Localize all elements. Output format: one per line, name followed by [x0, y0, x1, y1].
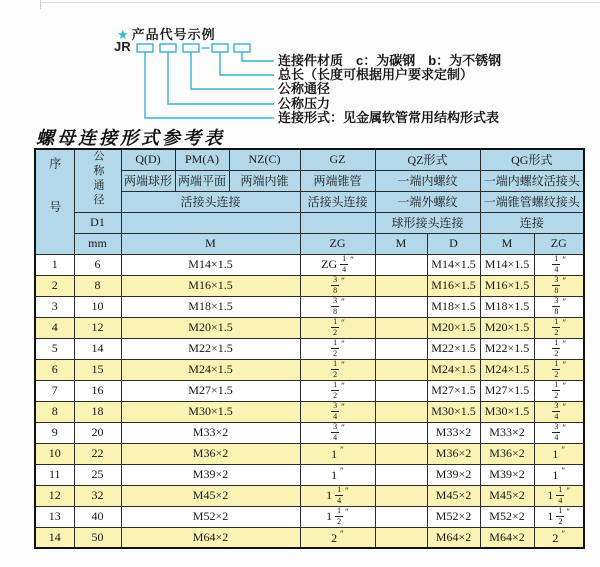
header-m-label: M: [121, 233, 300, 254]
cell-qz-m: [375, 464, 427, 485]
header-gz-connection: 活接头连接: [300, 191, 375, 212]
cell-zg-size: ZG $\frac{1}{4}$ ″: [300, 254, 375, 275]
table-row: [35, 317, 584, 338]
cell-qg-zg: 1 $\frac{1}{4}$ ″: [534, 485, 584, 506]
cell-zg-size: 1 $\frac{1}{2}$ ″: [300, 506, 375, 527]
cell-dn: 15: [74, 359, 121, 380]
cell-m-thread: M45×2: [121, 485, 300, 506]
cell-dn: 22: [74, 443, 121, 464]
cell-qg-zg: $\frac{1}{2}$ ″: [534, 317, 584, 338]
cell-qz-m: [375, 485, 427, 506]
cell-qg-m: M45×2: [480, 485, 534, 506]
cell-qz-m: [375, 317, 427, 338]
cell-serial: 6: [35, 359, 74, 380]
cell-zg-size: $\frac{1}{2}$ ″: [300, 338, 375, 359]
cell-dn: 6: [74, 254, 121, 275]
cell-m-thread: M33×2: [121, 422, 300, 443]
cell-qz-m: [375, 254, 427, 275]
cell-dn: 20: [74, 422, 121, 443]
cell-zg-size: 1 $\frac{1}{4}$ ″: [300, 485, 375, 506]
cell-qz-d: M27×1.5: [427, 380, 480, 401]
table-row: [35, 464, 584, 485]
code-box-5: [234, 44, 250, 52]
cell-dn: 25: [74, 464, 121, 485]
cell-zg-size: $\frac{1}{2}$ ″: [300, 380, 375, 401]
table-title: 螺母连接形式参考表: [36, 128, 225, 148]
header-col-qz: QZ形式: [375, 149, 480, 170]
code-box-3: [183, 44, 199, 52]
cell-dn: 32: [74, 485, 121, 506]
cell-serial: 2: [35, 275, 74, 296]
cell-dn: 8: [74, 275, 121, 296]
cell-zg-size: 1 ″: [300, 443, 375, 464]
header-empty-mid: [121, 212, 300, 233]
header-qz-desc2: 一端外螺纹: [375, 191, 480, 212]
cell-qg-zg: $\frac{3}{8}$ ″: [534, 296, 584, 317]
code-box-1: [137, 44, 153, 52]
cell-qz-m: [375, 527, 427, 548]
table-row: [35, 296, 584, 317]
cell-qg-m: M64×2: [480, 527, 534, 548]
cell-qg-m: M39×2: [480, 464, 534, 485]
cell-qg-zg: 1 ″: [534, 464, 584, 485]
header-qg-m-label: M: [480, 233, 534, 254]
header-col-q: Q(D): [121, 149, 175, 170]
header-col-gz: GZ: [300, 149, 375, 170]
table-row: [35, 359, 584, 380]
table-row: [35, 527, 584, 548]
cell-zg-size: 1 ″: [300, 464, 375, 485]
cell-qg-zg: $\frac{1}{2}$ ″: [534, 359, 584, 380]
cell-qz-m: [375, 359, 427, 380]
header-nominal-diameter: 公称通径: [74, 149, 121, 212]
cell-qz-d: M33×2: [427, 422, 480, 443]
table-body: [35, 254, 584, 548]
cell-qz-d: M39×2: [427, 464, 480, 485]
cell-qg-m: M18×1.5: [480, 296, 534, 317]
cell-qz-m: [375, 506, 427, 527]
cell-serial: 9: [35, 422, 74, 443]
header-empty-gz: [300, 212, 375, 233]
cell-zg-size: $\frac{1}{2}$ ″: [300, 317, 375, 338]
cell-qz-m: [375, 275, 427, 296]
table-row: [35, 401, 584, 422]
table-row: [35, 485, 584, 506]
cell-qz-d: M16×1.5: [427, 275, 480, 296]
cell-m-thread: M14×1.5: [121, 254, 300, 275]
nut-connection-table: [34, 148, 585, 549]
cell-m-thread: M39×2: [121, 464, 300, 485]
cell-qz-d: M52×2: [427, 506, 480, 527]
cell-qg-zg: 2 ″: [534, 527, 584, 548]
label-nominal-pressure: 公称压力: [278, 96, 331, 111]
header-d1: D1: [74, 212, 121, 233]
cell-m-thread: M16×1.5: [121, 275, 300, 296]
cell-zg-size: $\frac{3}{8}$ ″: [300, 275, 375, 296]
cell-qz-d: M64×2: [427, 527, 480, 548]
cell-qg-m: M20×1.5: [480, 317, 534, 338]
header-qg-zg-label: ZG: [534, 233, 584, 254]
leader-line-pressure: [168, 52, 274, 104]
cell-qz-d: M22×1.5: [427, 338, 480, 359]
header-qg-connection: 连接: [480, 212, 584, 233]
header-pm-desc: 两端平面: [175, 170, 229, 191]
cell-qz-m: [375, 380, 427, 401]
cell-qz-d: M24×1.5: [427, 359, 480, 380]
cell-qz-d: M18×1.5: [427, 296, 480, 317]
cell-dn: 18: [74, 401, 121, 422]
cell-qg-m: M14×1.5: [480, 254, 534, 275]
header-qz-m-label: M: [375, 233, 427, 254]
leader-line-material: [242, 52, 274, 61]
cell-dn: 12: [74, 317, 121, 338]
cell-qz-d: M45×2: [427, 485, 480, 506]
table-row: [35, 506, 584, 527]
cell-serial: 10: [35, 443, 74, 464]
table-row: [35, 422, 584, 443]
cell-qz-m: [375, 401, 427, 422]
table-row: [35, 275, 584, 296]
cell-dn: 40: [74, 506, 121, 527]
leader-line-diameter: [191, 52, 274, 89]
table-row: [35, 380, 584, 401]
header-col-qg: QG形式: [480, 149, 584, 170]
cell-serial: 11: [35, 464, 74, 485]
cell-m-thread: M64×2: [121, 527, 300, 548]
header-col-pm: PM(A): [175, 149, 229, 170]
header-qz-desc1: 一端内螺纹: [375, 170, 480, 191]
cell-serial: 4: [35, 317, 74, 338]
cell-qg-zg: $\frac{1}{4}$ ″: [534, 254, 584, 275]
cell-qg-m: M30×1.5: [480, 401, 534, 422]
cell-serial: 5: [35, 338, 74, 359]
header-serial: 序号: [35, 149, 74, 254]
cell-qz-d: M36×2: [427, 443, 480, 464]
header-qz-connection: 球形接头连接: [375, 212, 480, 233]
cell-zg-size: $\frac{3}{4}$ ″: [300, 422, 375, 443]
header-qg-desc2: 一端锥管螺纹接头: [480, 191, 584, 212]
cell-m-thread: M30×1.5: [121, 401, 300, 422]
code-box-4: [212, 44, 228, 52]
cell-serial: 3: [35, 296, 74, 317]
table-row: [35, 254, 584, 275]
cell-qz-m: [375, 443, 427, 464]
cell-qz-d: M20×1.5: [427, 317, 480, 338]
label-total-length: 总长（长度可根据用户要求定制）: [278, 67, 474, 82]
cell-m-thread: M36×2: [121, 443, 300, 464]
cell-qz-m: [375, 338, 427, 359]
header-col-nz: NZ(C): [229, 149, 300, 170]
cell-qg-zg: $\frac{1}{2}$ ″: [534, 380, 584, 401]
cell-qz-d: M14×1.5: [427, 254, 480, 275]
cell-m-thread: M18×1.5: [121, 296, 300, 317]
cell-qz-m: [375, 422, 427, 443]
cell-zg-size: $\frac{3}{8}$ ″: [300, 296, 375, 317]
label-material: 连接件材质 c：为碳钢 b：为不锈钢: [278, 53, 502, 68]
header-zg-label: ZG: [300, 233, 375, 254]
table-row: [35, 443, 584, 464]
cell-serial: 12: [35, 485, 74, 506]
cell-dn: 50: [74, 527, 121, 548]
cell-qg-zg: $\frac{1}{2}$ ″: [534, 338, 584, 359]
cell-qg-m: M27×1.5: [480, 380, 534, 401]
star-icon: ★: [117, 27, 130, 42]
cell-qg-zg: 1 ″: [534, 443, 584, 464]
label-connection-form: 连接形式：见金属软管常用结构形式表: [278, 110, 500, 125]
header-nz-desc: 两端内锥: [229, 170, 300, 191]
cell-qg-m: M22×1.5: [480, 338, 534, 359]
cell-serial: 1: [35, 254, 74, 275]
cell-dn: 16: [74, 380, 121, 401]
product-code-prefix: JR: [114, 39, 131, 54]
header-qz-d-label: D: [427, 233, 480, 254]
cell-zg-size: $\frac{3}{4}$ ″: [300, 401, 375, 422]
cell-zg-size: $\frac{1}{2}$ ″: [300, 359, 375, 380]
cell-m-thread: M27×1.5: [121, 380, 300, 401]
cell-m-thread: M24×1.5: [121, 359, 300, 380]
cell-serial: 7: [35, 380, 74, 401]
label-nominal-diameter: 公称通径: [278, 81, 331, 96]
cell-qg-zg: $\frac{3}{4}$ ″: [534, 401, 584, 422]
cell-dn: 10: [74, 296, 121, 317]
cell-qz-m: [375, 296, 427, 317]
cell-qz-d: M30×1.5: [427, 401, 480, 422]
cell-m-thread: M52×2: [121, 506, 300, 527]
cell-dn: 14: [74, 338, 121, 359]
cell-qg-m: M16×1.5: [480, 275, 534, 296]
cell-serial: 14: [35, 527, 74, 548]
header-q-desc: 两端球形: [121, 170, 175, 191]
cell-zg-size: 2 ″: [300, 527, 375, 548]
cell-qg-zg: 1 $\frac{1}{2}$ ″: [534, 506, 584, 527]
cell-serial: 8: [35, 401, 74, 422]
product-code-heading-text: 产品代号示例: [131, 27, 216, 42]
leader-line-form: [145, 52, 274, 118]
header-qg-desc1: 一端内螺纹活接头: [480, 170, 584, 191]
table-header: [35, 149, 584, 254]
cell-m-thread: M22×1.5: [121, 338, 300, 359]
cell-serial: 13: [35, 506, 74, 527]
header-union-connection: 活接头连接: [121, 191, 300, 212]
cell-qg-zg: $\frac{3}{4}$ ″: [534, 422, 584, 443]
cell-qg-m: M36×2: [480, 443, 534, 464]
cell-qg-zg: $\frac{3}{8}$ ″: [534, 275, 584, 296]
cell-m-thread: M20×1.5: [121, 317, 300, 338]
cell-qg-m: M24×1.5: [480, 359, 534, 380]
cell-qg-m: M52×2: [480, 506, 534, 527]
header-unit-mm: mm: [74, 233, 121, 254]
leader-line-length: [220, 52, 274, 75]
code-box-2: [160, 44, 176, 52]
cell-qg-m: M33×2: [480, 422, 534, 443]
header-gz-desc: 两端锥管: [300, 170, 375, 191]
table-row: [35, 338, 584, 359]
